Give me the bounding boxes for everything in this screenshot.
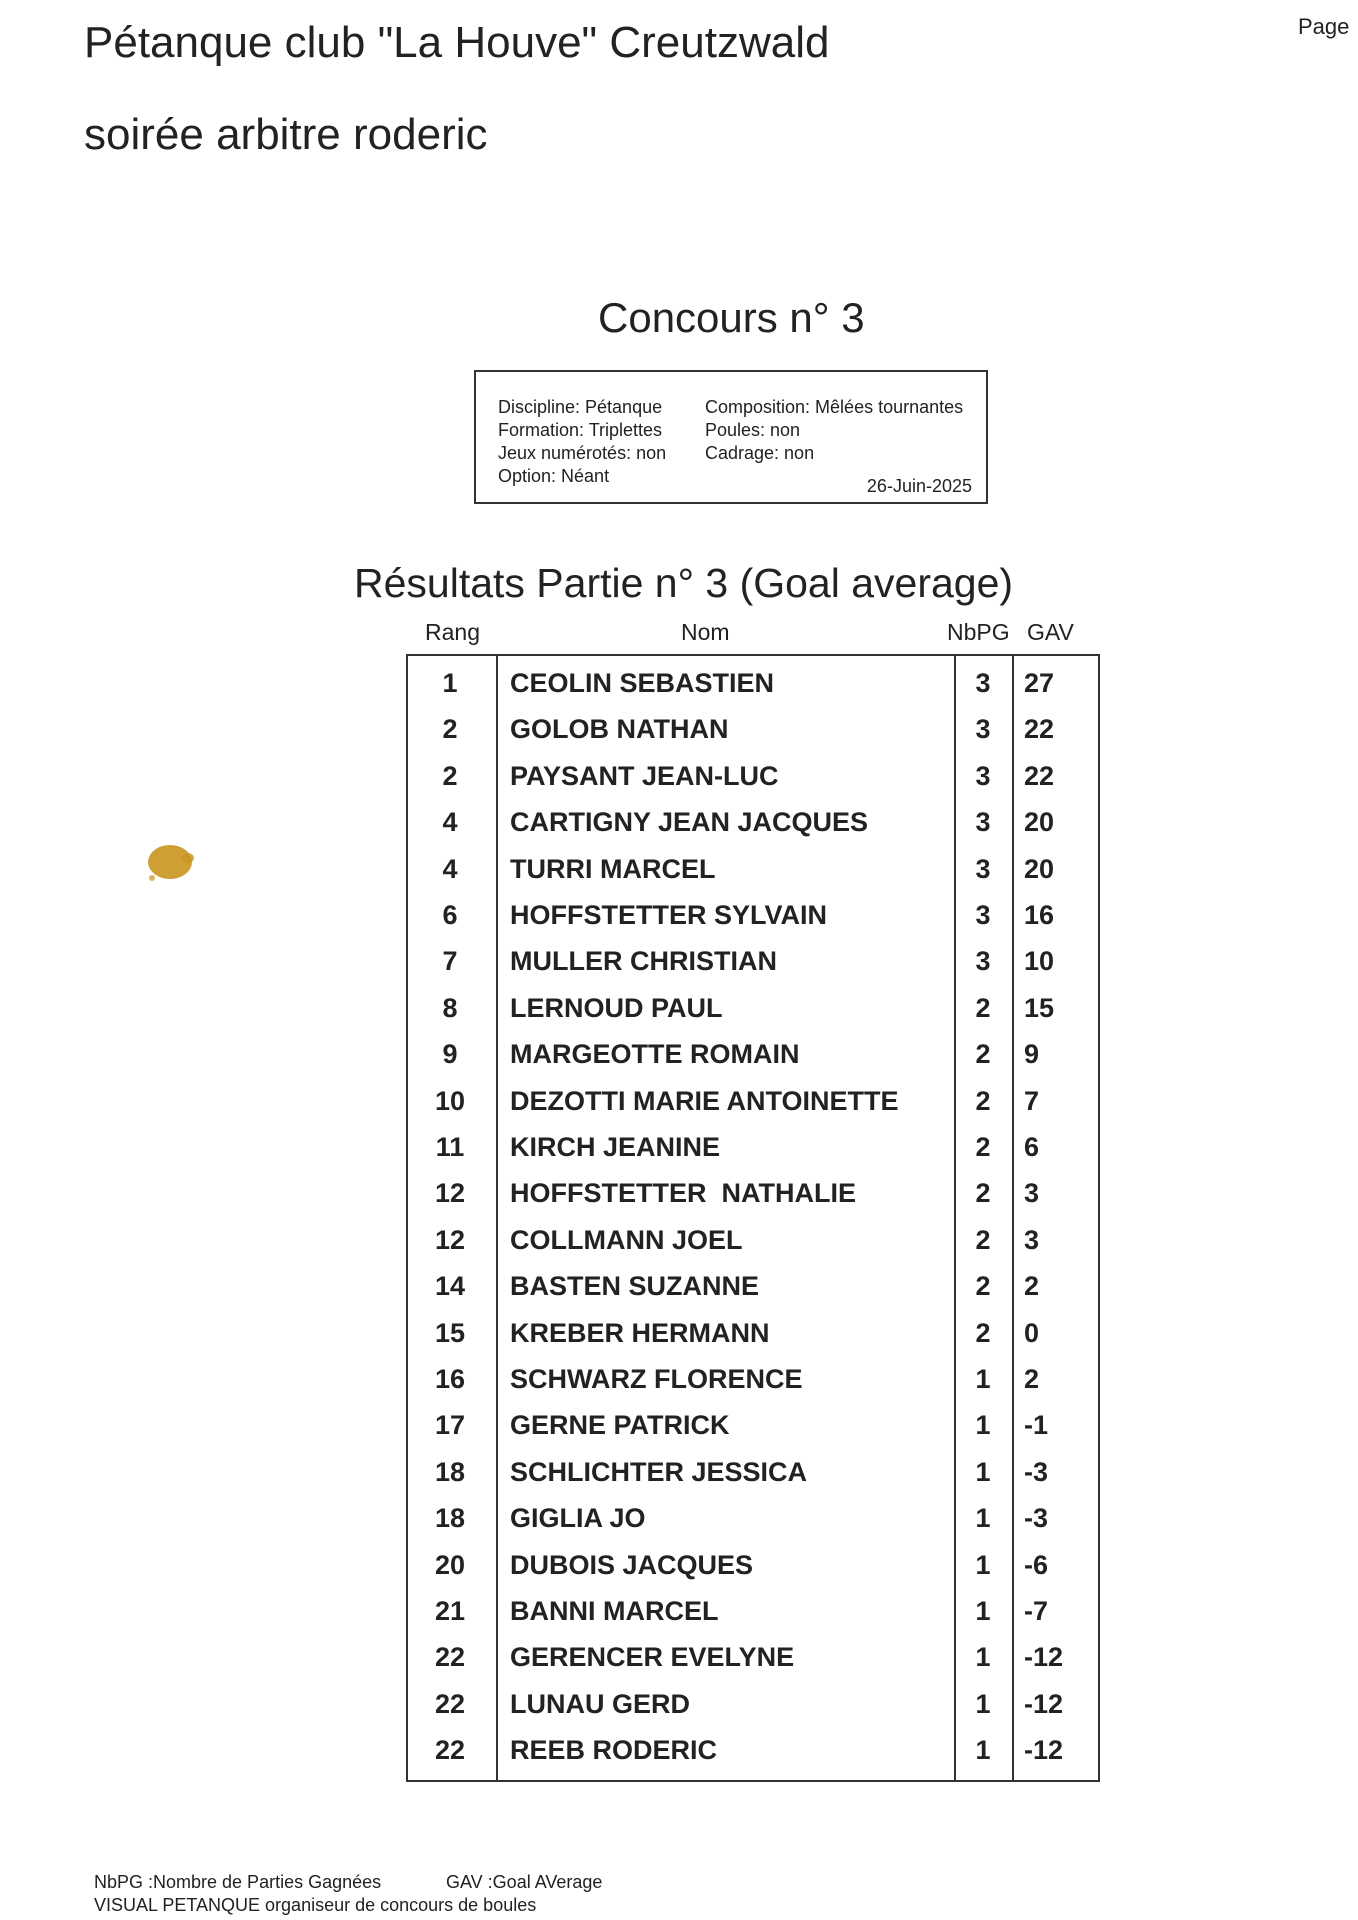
gav-cell: -7 — [1024, 1596, 1049, 1626]
column-header-gav: GAV — [1027, 619, 1074, 645]
nbpg-cell: 3 — [975, 668, 991, 698]
nbpg-cell: 2 — [975, 1085, 991, 1116]
table-row — [408, 892, 1098, 938]
table-row — [408, 1078, 1098, 1124]
rank-cell: 16 — [434, 1364, 466, 1394]
table-row — [408, 1681, 1098, 1727]
name-cell: BASTEN SUZANNE — [510, 1271, 760, 1302]
name-cell: CARTIGNY JEAN JACQUES — [510, 807, 869, 838]
nbpg-cell: 3 — [975, 714, 991, 745]
gav-cell: 3 — [1024, 1224, 1040, 1255]
rank-cell: 22 — [434, 1735, 466, 1766]
name-cell: TURRI MARCEL — [510, 853, 716, 884]
name-cell: CEOLIN SEBASTIEN — [510, 668, 775, 698]
gav-cell: 22 — [1024, 714, 1055, 745]
nbpg-cell: 3 — [975, 900, 991, 930]
table-row — [408, 706, 1098, 752]
gav-cell: 16 — [1024, 900, 1055, 930]
nbpg-cell: 3 — [975, 853, 991, 884]
gav-cell: 3 — [1024, 1178, 1040, 1209]
info-jeux-numerotes: Jeux numérotés: non — [498, 443, 667, 463]
rank-cell: 17 — [434, 1410, 466, 1441]
name-cell: KREBER HERMANN — [510, 1317, 770, 1348]
rank-cell: 4 — [442, 853, 458, 884]
rank-cell: 11 — [435, 1132, 465, 1162]
gav-cell: -12 — [1024, 1642, 1064, 1673]
rank-cell: 2 — [442, 714, 458, 745]
rank-cell: 22 — [434, 1688, 466, 1719]
rank-cell: 2 — [442, 760, 458, 791]
nbpg-cell: 2 — [975, 1271, 991, 1302]
rank-cell: 9 — [442, 1039, 458, 1070]
nbpg-cell: 1 — [975, 1735, 991, 1766]
gav-cell: -3 — [1024, 1456, 1049, 1487]
rank-cell: 14 — [434, 1271, 466, 1302]
rank-cell: 12 — [434, 1178, 466, 1209]
results-table — [406, 654, 1100, 1782]
name-cell: DUBOIS JACQUES — [510, 1549, 754, 1580]
contest-title: Concours n° 3 — [598, 294, 865, 341]
table-row — [408, 1217, 1098, 1263]
column-header-rang: Rang — [425, 619, 480, 645]
gav-cell: 20 — [1024, 853, 1055, 884]
nbpg-cell: 2 — [975, 1178, 991, 1209]
name-cell: MARGEOTTE ROMAIN — [510, 1039, 800, 1070]
table-row — [408, 799, 1098, 845]
table-row — [408, 1402, 1098, 1448]
table-row — [408, 1542, 1098, 1588]
legend-nbpg: NbPG :Nombre de Parties Gagnées — [94, 1872, 382, 1892]
name-cell: HOFFSTETTER SYLVAIN — [510, 900, 827, 930]
rank-cell: 18 — [434, 1456, 466, 1487]
table-row — [408, 1495, 1098, 1541]
gav-cell: 27 — [1024, 668, 1055, 698]
rank-cell: 21 — [434, 1596, 466, 1626]
gav-cell: -3 — [1024, 1503, 1049, 1534]
gav-cell: 20 — [1024, 807, 1055, 838]
table-row — [408, 1263, 1098, 1309]
contest-info-box — [474, 370, 988, 504]
table-row — [408, 1727, 1098, 1773]
nbpg-cell: 1 — [975, 1596, 991, 1626]
name-cell: GOLOB NATHAN — [510, 714, 729, 745]
name-cell: COLLMANN JOEL — [510, 1224, 743, 1255]
name-cell: SCHLICHTER JESSICA — [510, 1456, 808, 1487]
info-cadrage: Cadrage: non — [705, 443, 815, 463]
table-row — [408, 1031, 1098, 1077]
name-cell: LERNOUD PAUL — [510, 992, 723, 1023]
gav-cell: 0 — [1024, 1317, 1040, 1348]
club-title: Pétanque club "La Houve" Creutzwald — [84, 18, 830, 67]
nbpg-cell: 2 — [975, 1224, 991, 1255]
name-cell: GERENCER EVELYNE — [510, 1642, 795, 1673]
rank-cell: 4 — [442, 807, 458, 838]
rank-cell: 6 — [442, 900, 458, 930]
info-poules: Poules: non — [705, 420, 801, 440]
nbpg-cell: 2 — [975, 1039, 991, 1070]
table-row — [408, 1588, 1098, 1634]
gav-cell: -12 — [1024, 1688, 1064, 1719]
name-cell: BANNI MARCEL — [510, 1596, 719, 1626]
table-row — [408, 753, 1098, 799]
stain-mark — [138, 838, 208, 890]
name-cell: GIGLIA JO — [510, 1503, 646, 1534]
nbpg-cell: 1 — [975, 1642, 991, 1673]
info-column-right — [705, 396, 963, 465]
nbpg-cell: 3 — [975, 946, 991, 977]
gav-cell: 9 — [1024, 1039, 1040, 1070]
table-row — [408, 1310, 1098, 1356]
organiser-note: VISUAL PETANQUE organiseur de concours de boules — [94, 1895, 537, 1915]
rank-cell: 10 — [434, 1085, 466, 1116]
info-formation: Formation: Triplettes — [498, 420, 663, 440]
nbpg-cell: 2 — [975, 992, 991, 1023]
nbpg-cell: 1 — [975, 1688, 991, 1719]
legend-gav: GAV :Goal AVerage — [446, 1872, 603, 1892]
table-row — [408, 1449, 1098, 1495]
gav-cell: -6 — [1024, 1549, 1049, 1580]
gav-cell: 15 — [1024, 992, 1055, 1023]
nbpg-cell: 1 — [975, 1410, 991, 1441]
nbpg-cell: 1 — [975, 1364, 991, 1394]
rank-cell: 20 — [434, 1549, 466, 1580]
name-cell: LUNAU GERD — [510, 1688, 690, 1719]
rank-cell: 18 — [434, 1503, 466, 1534]
table-row — [408, 1634, 1098, 1680]
info-composition: Composition: Mêlées tournantes — [705, 397, 964, 417]
name-cell: REEB RODERIC — [510, 1735, 718, 1766]
table-row — [408, 660, 1098, 706]
rank-cell: 15 — [434, 1317, 466, 1348]
nbpg-cell: 2 — [975, 1317, 991, 1348]
info-discipline: Discipline: Pétanque — [498, 397, 663, 417]
nbpg-cell: 3 — [975, 760, 991, 791]
name-cell: HOFFSTETTER NATHALIE — [510, 1178, 856, 1209]
page-label: Page — [1298, 14, 1350, 39]
name-cell: MULLER CHRISTIAN — [510, 946, 777, 977]
name-cell: DEZOTTI MARIE ANTOINETTE — [510, 1085, 899, 1116]
nbpg-cell: 2 — [975, 1132, 991, 1162]
rank-cell: 22 — [434, 1642, 466, 1673]
event-subtitle: soirée arbitre roderic — [84, 110, 488, 159]
table-row — [408, 1170, 1098, 1216]
name-cell: KIRCH JEANINE — [510, 1132, 721, 1162]
name-cell: PAYSANT JEAN-LUC — [510, 760, 779, 791]
table-row — [408, 938, 1098, 984]
rank-cell: 12 — [434, 1224, 466, 1255]
column-header-nbpg: NbPG — [947, 619, 1010, 645]
table-row — [408, 846, 1098, 892]
gav-cell: -12 — [1024, 1735, 1064, 1766]
gav-cell: 2 — [1024, 1364, 1040, 1394]
rank-cell: 8 — [442, 992, 458, 1023]
table-row — [408, 1124, 1098, 1170]
rank-cell: 7 — [442, 946, 458, 977]
nbpg-cell: 1 — [975, 1503, 991, 1534]
results-title: Résultats Partie n° 3 (Goal average) — [354, 560, 1014, 606]
contest-date: 26-Juin-2025 — [866, 476, 972, 496]
table-row — [408, 1356, 1098, 1402]
info-column-left — [498, 396, 666, 488]
rank-cell: 1 — [442, 668, 458, 698]
gav-cell: 7 — [1024, 1085, 1040, 1116]
gav-cell: 22 — [1024, 760, 1055, 791]
gav-cell: 10 — [1024, 946, 1055, 977]
nbpg-cell: 1 — [975, 1549, 991, 1580]
nbpg-cell: 1 — [975, 1456, 991, 1487]
name-cell: GERNE PATRICK — [510, 1410, 730, 1441]
gav-cell: -1 — [1024, 1410, 1049, 1441]
name-cell: SCHWARZ FLORENCE — [510, 1364, 803, 1394]
gav-cell: 2 — [1024, 1271, 1040, 1302]
table-row — [408, 985, 1098, 1031]
nbpg-cell: 3 — [975, 807, 991, 838]
column-header-nom: Nom — [681, 619, 730, 645]
info-option: Option: Néant — [498, 466, 610, 486]
gav-cell: 6 — [1024, 1132, 1040, 1162]
